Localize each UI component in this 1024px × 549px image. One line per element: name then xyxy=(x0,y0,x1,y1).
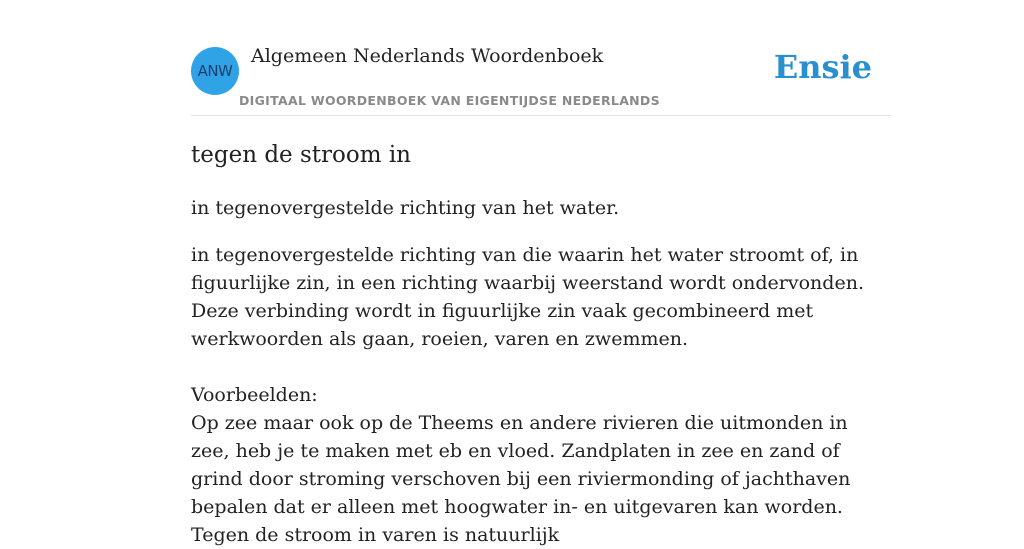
content-container xyxy=(191,0,891,549)
site-subtitle: DIGITAAL WOORDENBOEK VAN EIGENTIJDSE NEDERLANDS xyxy=(239,93,660,108)
ensie-brand-logo[interactable]: Ensie xyxy=(773,48,872,86)
entry-usage-note: Deze verbinding wordt in figuurlijke zin vaak gecombineerd met werkwoorden als gaan, roeien, varen en zwemmen. xyxy=(191,300,814,350)
entry-term: tegen de stroom in xyxy=(191,142,411,168)
examples-label: Voorbeelden: xyxy=(191,384,318,406)
anw-logo[interactable]: ANW xyxy=(191,47,239,95)
entry-definition: in tegenovergestelde richting van het water. xyxy=(191,197,620,219)
site-title[interactable]: Algemeen Nederlands Woordenboek xyxy=(251,45,604,67)
example-text: Op zee maar ook op de Theems en andere rivieren die uitmonden in zee, heb je te maken met eb en vloed. Zandplaten in zee en zand of grind door stroming verschoven bij een riviermonding of jachthaven bepalen dat er alleen met hoogwater in- en uitgevaren kan worden. Tegen de stroom in varen is natuurlijk xyxy=(191,412,851,546)
spacer xyxy=(191,353,891,381)
entry-explanation: in tegenovergestelde richting van die waarin het water stroomt of, in figuurlijke zin, in een richting waarbij weerstand wordt ondervonden. xyxy=(191,244,864,294)
entry-explanation-block xyxy=(191,241,891,549)
site-header xyxy=(191,0,891,116)
